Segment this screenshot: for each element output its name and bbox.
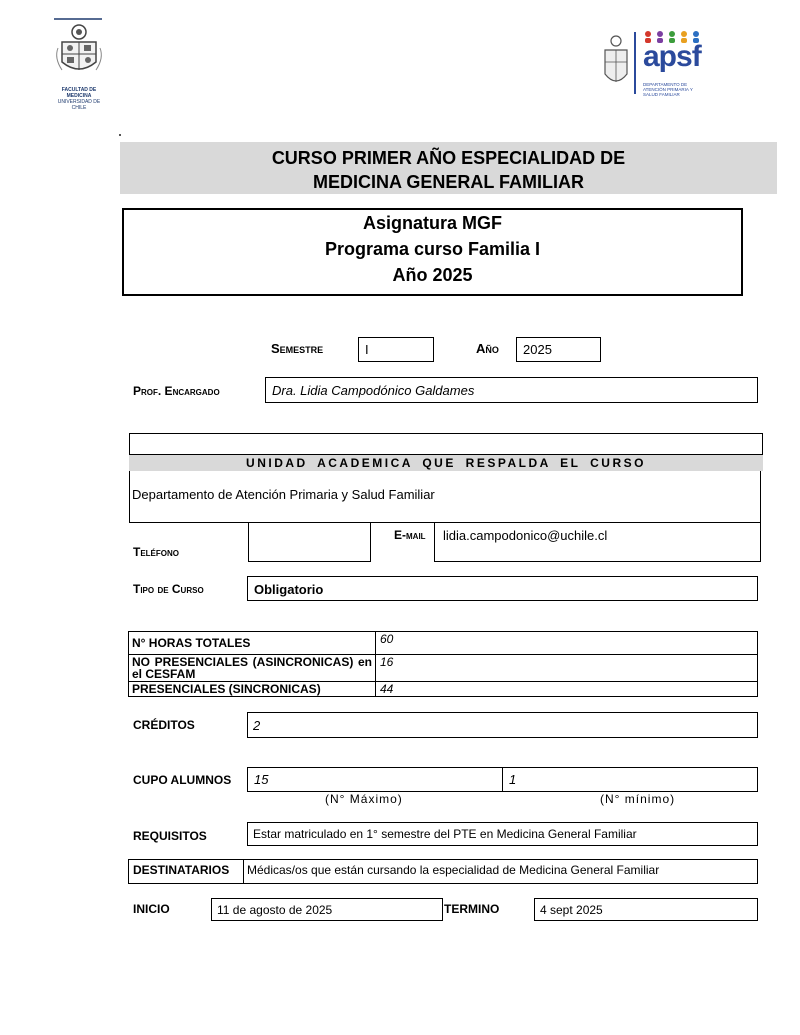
email-label: E-mail [394,528,426,542]
university-small-crest-icon [603,32,629,92]
course-type-label: Tipo de Curso [133,582,204,596]
hours-async-value: 16 [376,655,758,682]
start-label: INICIO [133,902,170,916]
year-field: 2025 [516,337,601,362]
hours-async-label: NO PRESENCIALES (ASINCRONICAS) en el CESFAM [129,655,376,682]
end-label: TERMINO [444,902,500,916]
course-type-field: Obligatorio [247,576,758,601]
end-field: 4 sept 2025 [534,898,758,921]
credits-label: CRÉDITOS [133,718,195,732]
hours-sync-value: 44 [376,682,758,697]
banner-line-2: MEDICINA GENERAL FAMILIAR [312,172,584,192]
requirements-label: REQUISITOS [133,829,207,843]
subject-year: Año 2025 [392,265,473,285]
requirements-field: Estar matriculado en 1° semestre del PTE en Medicina General Familiar [247,822,758,846]
quota-max-caption: (N° Máximo) [325,792,403,806]
apsf-logo [603,30,703,96]
quota-max-field: 15 [247,767,503,792]
hours-sync-label: PRESENCIALES (SINCRONICAS) [129,682,376,697]
prof-label: Prof. Encargado [133,384,220,398]
subject-program: Programa curso Familia I [324,239,541,259]
apsf-caption: DEPARTAMENTO DE ATENCIÓN PRIMARIA Y SALUD FAMILIAR [643,82,693,97]
phone-field [248,522,371,562]
university-crest-icon [52,18,106,82]
academic-unit-header: UNIDAD ACADEMICA QUE RESPALDA EL CURSO [129,455,763,471]
quota-min-field: 1 [502,767,758,792]
course-banner [120,142,777,194]
university-name: UNIVERSIDAD DE CHILE [57,99,101,111]
table-row [129,655,758,682]
recipients-label: DESTINATARIOS [129,860,244,883]
hours-table [128,631,758,697]
faculty-logo [52,18,106,111]
stray-mark [119,134,121,136]
semester-label: Semestre [271,341,324,356]
quota-min-caption: (N° mínimo) [600,792,676,806]
quota-label: CUPO ALUMNOS [133,773,232,787]
banner-line-1: CURSO PRIMER AÑO ESPECIALIDAD DE [271,148,626,168]
apsf-brand: apsf [643,40,701,73]
recipients-value: Médicas/os que están cursando la especialidad de Medicina General Familiar [247,863,660,877]
recipients-row [128,859,758,884]
hours-total-value: 60 [376,632,758,655]
start-field: 11 de agosto de 2025 [211,898,443,921]
year-label: Año [476,341,499,356]
hours-total-label: N° HORAS TOTALES [129,632,376,655]
academic-unit-field: Departamento de Atención Primaria y Salud Familiar [129,471,761,523]
phone-label: Teléfono [133,545,179,559]
subject-title: Asignatura MGF [362,213,502,233]
semester-field: I [358,337,434,362]
academic-unit-top-bar [129,433,763,455]
prof-field: Dra. Lidia Campodónico Galdames [265,377,758,403]
table-row [129,682,758,697]
credits-field: 2 [247,712,758,738]
subject-box [122,208,743,296]
table-row [129,632,758,655]
faculty-name: FACULTAD DE MEDICINA [61,87,97,99]
email-field: lidia.campodonico@uchile.cl [434,522,761,562]
